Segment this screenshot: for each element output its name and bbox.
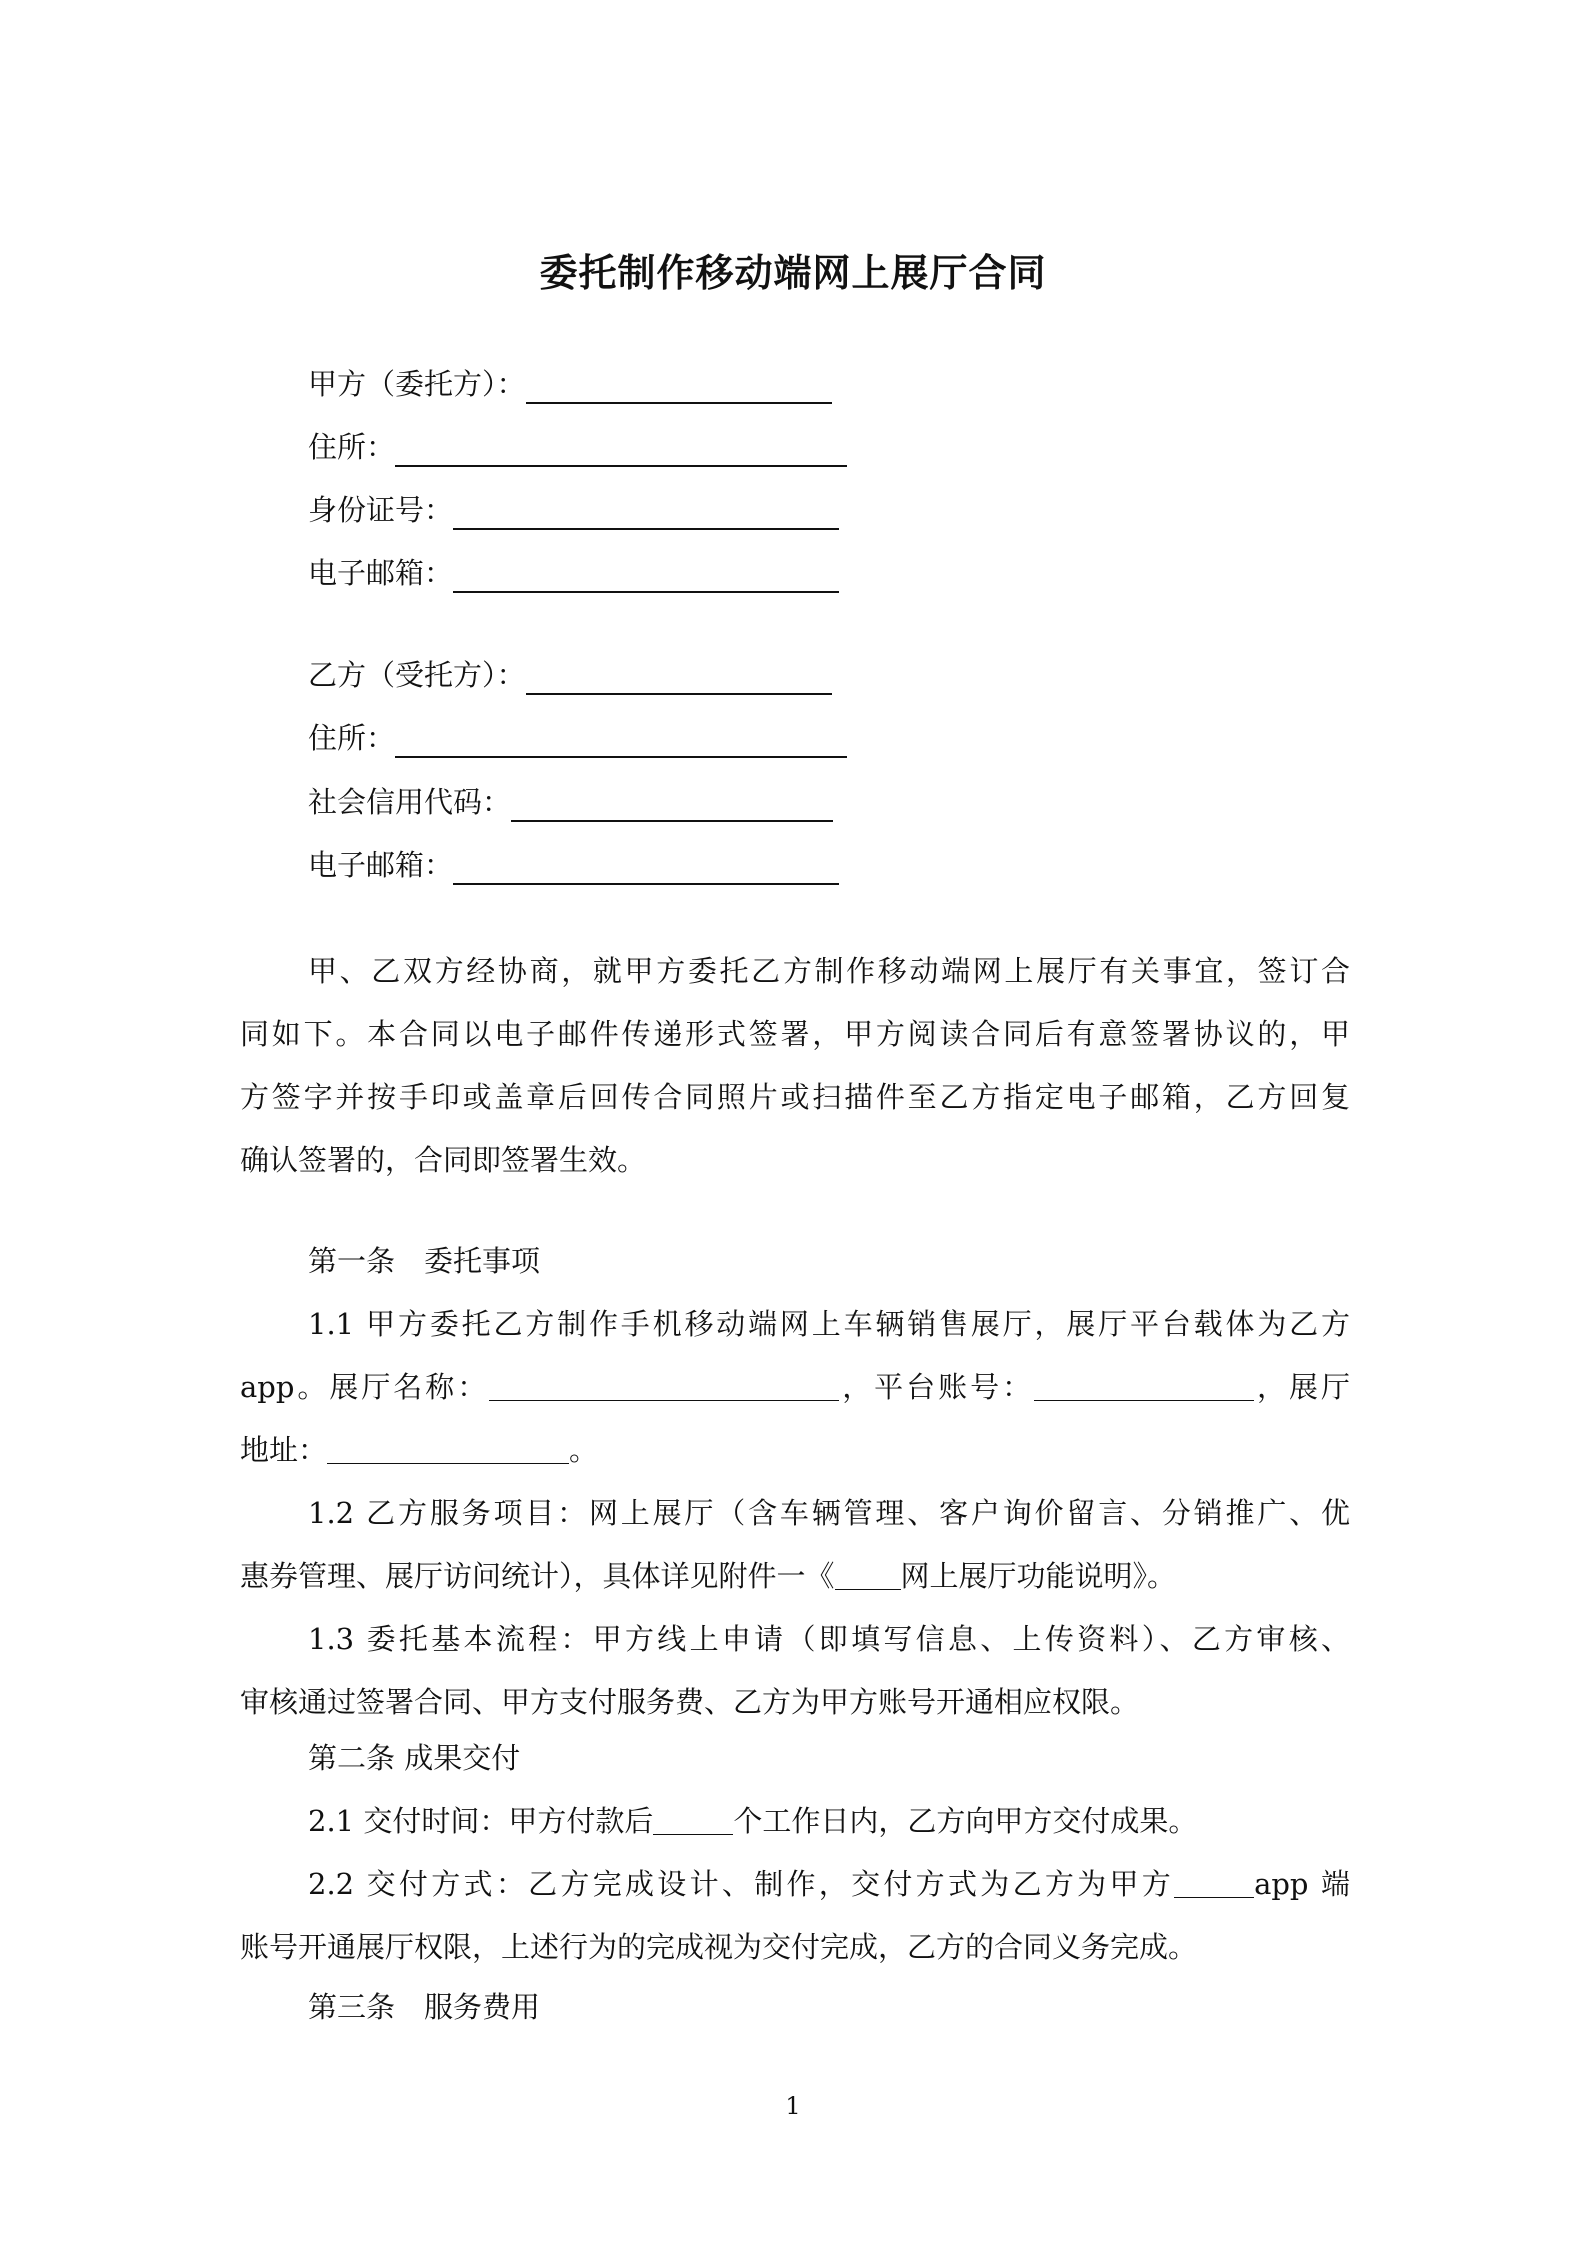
party-a-id-label: 身份证号： <box>308 493 454 527</box>
party-b-address-field <box>308 718 847 758</box>
showroom-address-blank[interactable] <box>327 1433 569 1464</box>
working-days-blank[interactable] <box>653 1804 733 1835</box>
party-b-credit-code-field <box>308 782 833 822</box>
article-3-heading: 第三条 服务费用 <box>308 1990 541 2024</box>
party-b-address-label: 住所： <box>308 721 396 755</box>
clause-1-1-line <box>240 1419 1350 1482</box>
clause-2-2-line <box>240 1853 1350 1916</box>
clause-1-1-text: ，平台账号： <box>839 1370 1035 1404</box>
party-a-id-blank[interactable] <box>453 494 839 530</box>
clause-2-2-text: 2.2 交付方式：乙方完成设计、制作，交付方式为乙方为甲方 <box>308 1867 1175 1901</box>
clause-1-1-line <box>240 1356 1350 1419</box>
party-a-email-label: 电子邮箱： <box>308 556 454 590</box>
party-a-address-label: 住所： <box>308 430 396 464</box>
article-2-body <box>240 1790 1350 1979</box>
clause-2-1-text: 2.1 交付时间：甲方付款后 <box>308 1804 654 1838</box>
showroom-name-blank[interactable] <box>489 1370 839 1401</box>
clause-1-1-line: 1.1 甲方委托乙方制作手机移动端网上车辆销售展厅，展厅平台载体为乙方 <box>308 1307 1350 1341</box>
clause-1-2-text: 惠券管理、展厅访问统计），具体详见附件一《 <box>240 1559 835 1593</box>
clause-2-1-line <box>240 1790 1350 1853</box>
party-b-name-field <box>308 655 832 695</box>
party-b-address-blank[interactable] <box>395 722 847 758</box>
clause-1-3-line: 1.3 委托基本流程：甲方线上申请（即填写信息、上传资料）、乙方审核、 <box>308 1622 1350 1656</box>
clause-2-1-text: 个工作日内，乙方向甲方交付成果。 <box>733 1804 1198 1838</box>
party-a-address-blank[interactable] <box>395 431 847 467</box>
clause-1-1-text: 地址： <box>240 1433 328 1467</box>
article-2-heading: 第二条 成果交付 <box>308 1741 521 1775</box>
clause-1-2-line: 1.2 乙方服务项目：网上展厅（含车辆管理、客户询价留言、分销推广、优 <box>308 1496 1350 1530</box>
document-title: 委托制作移动端网上展厅合同 <box>539 250 1047 295</box>
party-b-name-blank[interactable] <box>526 659 832 695</box>
clause-1-1-text: app。展厅名称： <box>240 1370 490 1404</box>
clause-1-2-text: 网上展厅功能说明》。 <box>900 1559 1177 1593</box>
article-1-heading: 第一条 委托事项 <box>308 1244 541 1278</box>
party-b-email-blank[interactable] <box>453 849 839 885</box>
party-a-email-blank[interactable] <box>453 557 839 593</box>
party-b-credit-code-blank[interactable] <box>511 786 833 822</box>
party-b-email-label: 电子邮箱： <box>308 848 454 882</box>
party-b-credit-code-label: 社会信用代码： <box>308 785 512 819</box>
app-name-blank[interactable] <box>1174 1867 1254 1898</box>
intro-line: 甲、乙双方经协商，就甲方委托乙方制作移动端网上展厅有关事宜，签订合 <box>308 954 1350 988</box>
intro-line: 同如下。本合同以电子邮件传递形式签署，甲方阅读合同后有意签署协议的，甲 <box>240 1017 1350 1051</box>
party-a-name-blank[interactable] <box>526 368 832 404</box>
clause-2-2-line: 账号开通展厅权限，上述行为的完成视为交付完成，乙方的合同义务完成。 <box>240 1930 1198 1964</box>
party-a-email-field <box>308 553 839 593</box>
party-a-id-field <box>308 490 839 530</box>
clause-2-2-text: app 端 <box>1254 1867 1350 1901</box>
platform-account-blank[interactable] <box>1034 1370 1254 1401</box>
intro-line: 确认签署的，合同即签署生效。 <box>240 1143 647 1177</box>
intro-line: 方签字并按手印或盖章后回传合同照片或扫描件至乙方指定电子邮箱，乙方回复 <box>240 1080 1350 1114</box>
clause-1-2-line <box>240 1545 1350 1608</box>
article-1-body <box>240 1293 1350 1734</box>
party-b-email-field <box>308 845 839 885</box>
clause-1-1-text: ，展厅 <box>1254 1370 1350 1404</box>
party-a-name-field <box>308 364 832 404</box>
party-a-name-label: 甲方（委托方）： <box>308 367 526 401</box>
page-number: 1 <box>785 2092 801 2120</box>
intro-paragraph <box>240 940 1350 1192</box>
clause-1-3-line: 审核通过签署合同、甲方支付服务费、乙方为甲方账号开通相应权限。 <box>240 1685 1140 1719</box>
party-a-address-field <box>308 427 847 467</box>
clause-1-1-text: 。 <box>569 1433 599 1467</box>
attachment-blank[interactable] <box>835 1559 901 1590</box>
party-b-name-label: 乙方（受托方）： <box>308 658 526 692</box>
